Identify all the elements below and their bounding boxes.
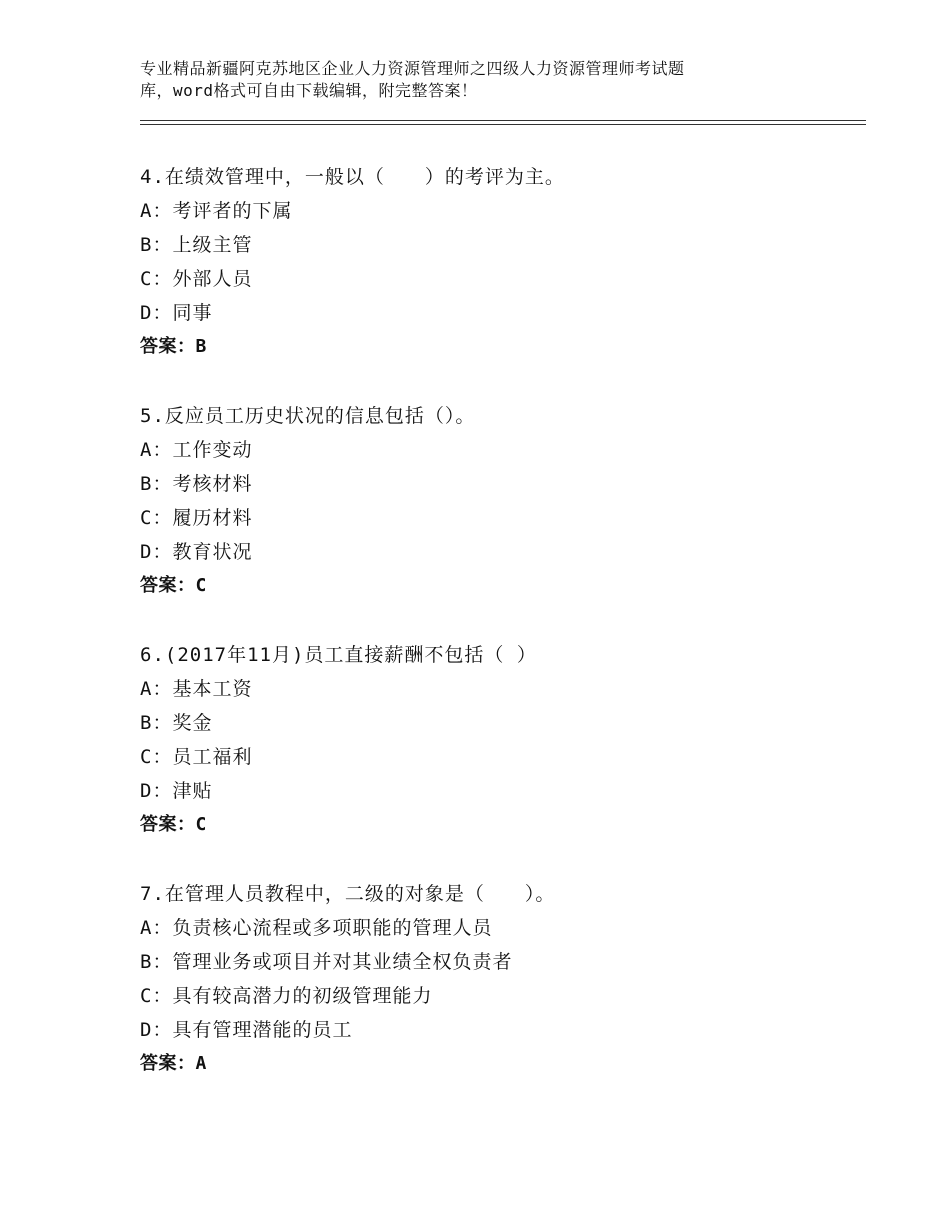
option-a: A：负责核心流程或多项职能的管理人员: [140, 917, 493, 939]
question-stem: 6.(2017年11月)员工直接薪酬不包括（ ）: [140, 644, 537, 666]
header-divider-bottom: [140, 124, 866, 125]
option-d: D：津贴: [140, 780, 213, 802]
option-b: B：考核材料: [140, 473, 253, 495]
answer-value: C: [195, 575, 207, 596]
option-b: B：上级主管: [140, 234, 253, 256]
option-a: A：基本工资: [140, 678, 253, 700]
answer-label: 答案：: [140, 814, 196, 835]
question-stem: 7.在管理人员教程中，二级的对象是（ ）。: [140, 883, 556, 905]
option-c: C：履历材料: [140, 507, 253, 529]
answer-label: 答案：: [140, 336, 196, 357]
option-a: A：工作变动: [140, 439, 253, 461]
header-line-2: 库，word格式可自由下载编辑，附完整答案！: [140, 81, 478, 100]
question-block: [140, 877, 860, 1081]
option-d: D：同事: [140, 302, 213, 324]
answer-value: C: [195, 814, 207, 835]
option-c: C：具有较高潜力的初级管理能力: [140, 985, 433, 1007]
answer-line: [140, 569, 860, 603]
option-a: A：考评者的下属: [140, 200, 293, 222]
option-b: B：奖金: [140, 712, 213, 734]
answer-label: 答案：: [140, 1053, 196, 1074]
question-block: [140, 160, 860, 364]
option-c: C：外部人员: [140, 268, 253, 290]
answer-line: [140, 1047, 860, 1081]
option-d: D：教育状况: [140, 541, 253, 563]
answer-label: 答案：: [140, 575, 196, 596]
header-line-1: 专业精品新疆阿克苏地区企业人力资源管理师之四级人力资源管理师考试题: [140, 59, 685, 78]
answer-line: [140, 808, 860, 842]
question-stem: 5.反应员工历史状况的信息包括（）。: [140, 405, 476, 427]
answer-line: [140, 330, 860, 364]
question-stem: 4.在绩效管理中，一般以（ ）的考评为主。: [140, 166, 565, 188]
answer-value: A: [195, 1053, 207, 1074]
header-divider-top: [140, 120, 866, 121]
question-block: [140, 399, 860, 603]
option-c: C：员工福利: [140, 746, 253, 768]
document-header: [140, 58, 780, 102]
question-block: [140, 638, 860, 842]
option-d: D：具有管理潜能的员工: [140, 1019, 353, 1041]
answer-value: B: [195, 336, 207, 357]
option-b: B：管理业务或项目并对其业绩全权负责者: [140, 951, 513, 973]
